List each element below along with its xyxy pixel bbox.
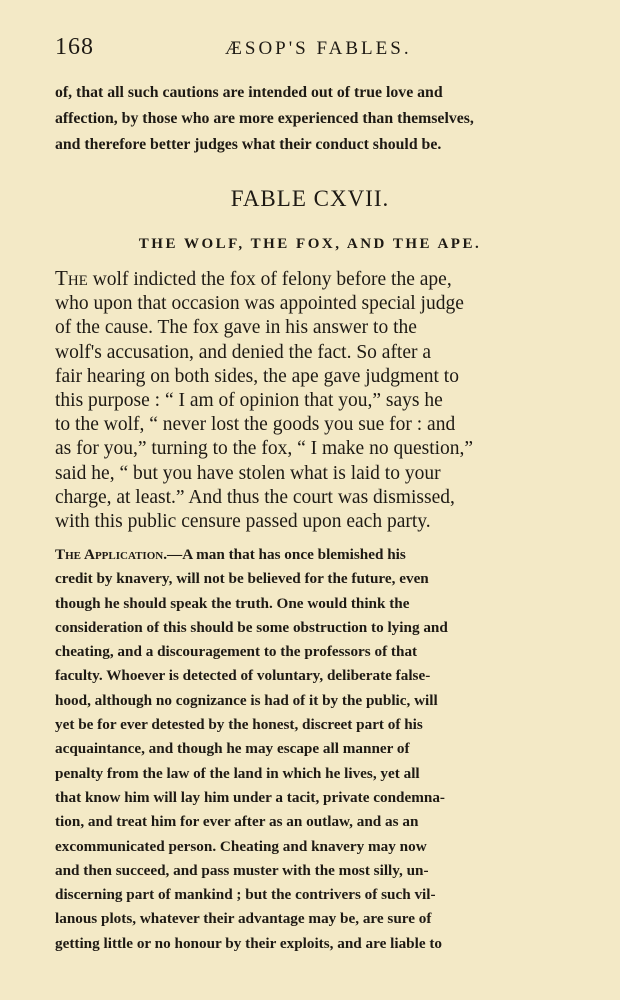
fable-title: FABLE CXVII. bbox=[230, 186, 390, 211]
text-line: yet be for ever detested by the honest, discreet part of his bbox=[55, 716, 423, 734]
text-line: discerning part of mankind ; but the contrivers of such vil- bbox=[55, 886, 436, 904]
text-line: that know him will lay him under a tacit, private condemna- bbox=[55, 788, 445, 806]
text-line: penalty from the law of the land in which he lives, yet all bbox=[55, 764, 420, 782]
application-heading: The Application. bbox=[55, 546, 167, 563]
text-line: and therefore better judges what their conduct should be. bbox=[55, 136, 442, 153]
running-title: ÆSOP'S FABLES. bbox=[225, 38, 412, 59]
text-line: and then succeed, and pass muster with the most silly, un- bbox=[55, 861, 429, 879]
application-text bbox=[55, 543, 590, 956]
text-fragment: —A man that has once blemished his bbox=[167, 546, 406, 563]
text-line bbox=[55, 543, 590, 567]
text-line: lanous plots, whatever their advantage may be, are sure of bbox=[55, 910, 432, 928]
text-line: credit by knavery, will not be believed for the future, even bbox=[55, 570, 429, 588]
text-line: said he, “ but you have stolen what is laid to your bbox=[55, 462, 441, 484]
text-line: affection, by those who are more experienced than themselves, bbox=[55, 110, 474, 127]
page-number: 168 bbox=[55, 34, 94, 60]
text-line: cheating, and a discouragement to the professors of that bbox=[55, 643, 418, 661]
text-line: of the cause. The fox gave in his answer to the bbox=[55, 317, 417, 339]
continued-paragraph bbox=[55, 80, 590, 158]
text-line: as for you,” turning to the fox, “ I make no question,” bbox=[55, 438, 474, 460]
text-line: getting little or no honour by their exploits, and are liable to bbox=[55, 934, 443, 952]
text-line: fair hearing on both sides, the ape gave judgment to bbox=[55, 365, 459, 387]
page-header bbox=[55, 34, 575, 64]
text-fragment: wolf indicted the fox of felony before the ape, bbox=[87, 269, 452, 290]
fable-text bbox=[55, 266, 590, 534]
text-line: though he should speak the truth. One would think the bbox=[55, 594, 410, 612]
fable-subtitle: THE WOLF, THE FOX, AND THE APE. bbox=[138, 236, 482, 252]
text-line: wolf's accusation, and denied the fact. So after a bbox=[55, 341, 432, 363]
text-line: consideration of this should be some obstruction to lying and bbox=[55, 618, 448, 636]
text-line: tion, and treat him for ever after as an outlaw, and as an bbox=[55, 813, 419, 831]
text-line: hood, although no cognizance is had of it by the public, will bbox=[55, 691, 438, 709]
text-line: to the wolf, “ never lost the goods you sue for : and bbox=[55, 414, 456, 436]
text-line: excommunicated person. Cheating and knavery may now bbox=[55, 837, 427, 855]
text-line: with this public censure passed upon each party. bbox=[55, 511, 431, 533]
text-line: acquaintance, and though he may escape all manner of bbox=[55, 740, 410, 758]
text-line: this purpose : “ I am of opinion that you,” says he bbox=[55, 390, 443, 412]
text-line: of, that all such cautions are intended out of true love and bbox=[55, 84, 443, 101]
text-line: who upon that occasion was appointed special judge bbox=[55, 293, 464, 315]
text-line: charge, at least.” And thus the court was dismissed, bbox=[55, 486, 455, 508]
text-line bbox=[55, 266, 590, 292]
text-line: faculty. Whoever is detected of voluntary, deliberate false- bbox=[55, 667, 431, 685]
fable-first-word: The bbox=[55, 266, 88, 290]
